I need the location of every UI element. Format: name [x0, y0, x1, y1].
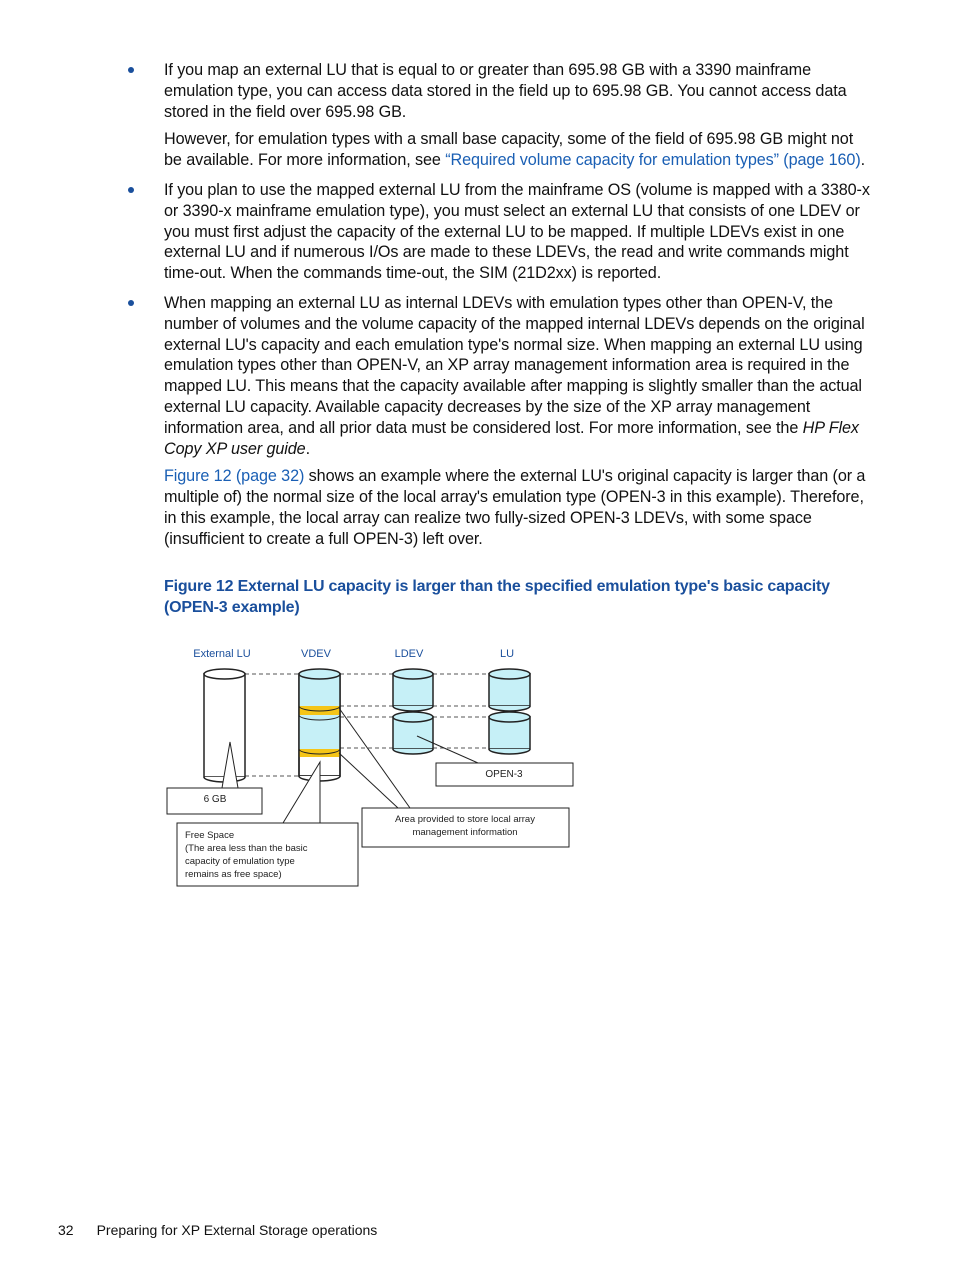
lu-cylinder: [489, 712, 530, 754]
body-content: [164, 60, 870, 618]
dashed-connectors: [245, 674, 489, 776]
bullet-item: [164, 293, 870, 550]
followup-text: However, for emulation types with a small base capacity, some of the field of 695.98 GB might not be available. For more information, see: [164, 130, 854, 170]
col-label-external-lu: External LU: [193, 648, 251, 660]
followup-text: shows an example where the external LU's original capacity is larger than (or a multiple of) the normal size of the local array's emulation type (OPEN-3 in this example). Therefore, in this example, the local array can realize two fully-sized OPEN-3 LDEVs, with some space (insufficient to create a full OPEN-3) left over.: [164, 467, 866, 548]
cross-reference-link[interactable]: “Required volume capacity for emulation types” (page 160): [445, 151, 861, 170]
page-number: 32: [58, 1222, 74, 1238]
bullet-icon: [128, 67, 134, 73]
lu-cylinder: [489, 669, 530, 711]
bullet-text-suffix: .: [305, 439, 310, 458]
callout-free-space: [177, 823, 358, 886]
bullet-item: [164, 180, 870, 284]
external-lu-cylinder: [204, 669, 245, 782]
figure-caption: Figure 12 External LU capacity is larger than the specified emulation type's basic capacity (OPEN-3 example): [164, 577, 830, 616]
bullet-text: [164, 293, 870, 459]
bullet-item: [164, 60, 870, 171]
label-free-line3: capacity of emulation type: [185, 856, 295, 867]
bullet-icon: [128, 300, 134, 306]
label-area-line1: Area provided to store local array: [395, 814, 535, 825]
callout-management-area: [362, 808, 569, 847]
figure-diagram: [160, 640, 580, 895]
page-footer: [58, 1222, 377, 1238]
callout-open3: [436, 763, 573, 786]
bullet-followup: [164, 466, 870, 549]
bullet-text-main: When mapping an external LU as internal LDEVs with emulation types other than OPEN-V, the number of volumes and the volume capacity of the mapped internal LDEVs depends on the original external LU's capacity and each emulation type's normal size. When mapping an external LU using emulation types other than OPEN-V, an XP array management information area is required in the mapped LU. This means that the capacity available after mapping is slightly smaller than the actual external LU capacity. Available capacity decreases by the size of the XP array management information area, and all prior data must be considered lost. For more information, see the: [164, 293, 865, 437]
section-title: Preparing for XP External Storage operations: [96, 1222, 378, 1238]
label-free-line1: Free Space: [185, 830, 235, 841]
callout-6gb: [167, 788, 262, 814]
label-6gb: 6 GB: [203, 794, 227, 805]
followup-suffix: .: [860, 151, 866, 170]
label-open3: OPEN-3: [485, 769, 523, 780]
bullet-icon: [128, 187, 134, 193]
ldev-cylinder: [393, 669, 433, 711]
figure-reference-link[interactable]: Figure 12 (page 32): [164, 467, 305, 486]
bullet-followup: [164, 129, 870, 171]
label-area-line2: management information: [412, 827, 518, 838]
label-free-line2: (The area less than the basic: [185, 843, 308, 854]
ldev-cylinder: [393, 712, 433, 754]
col-label-lu: LU: [499, 648, 515, 660]
bullet-text: If you plan to use the mapped external LU from the mainframe OS (volume is mapped with a 3380-x or 3390-x mainframe emulation type), you must select an external LU that consists of one LDEV or you must first adjust the capacity of the external LU to be mapped. If multiple LDEVs exist in one external LU and if numerous I/Os are made to these LDEVs, the read and write commands might time-out. When the commands time-out, the SIM (21D2xx) is reported.: [164, 180, 870, 283]
bullet-text: If you map an external LU that is equal to or greater than 695.98 GB with a 3390 mainframe emulation type, you can access data stored in the field up to 695.98 GB. You cannot access data stored in the field over 695.98 GB.: [164, 61, 847, 121]
col-label-ldev: LDEV: [394, 648, 424, 660]
col-label-vdev: VDEV: [301, 648, 331, 660]
label-free-line4: remains as free space): [185, 869, 282, 880]
guide-title: HP Flex Copy XP user guide: [164, 418, 859, 458]
